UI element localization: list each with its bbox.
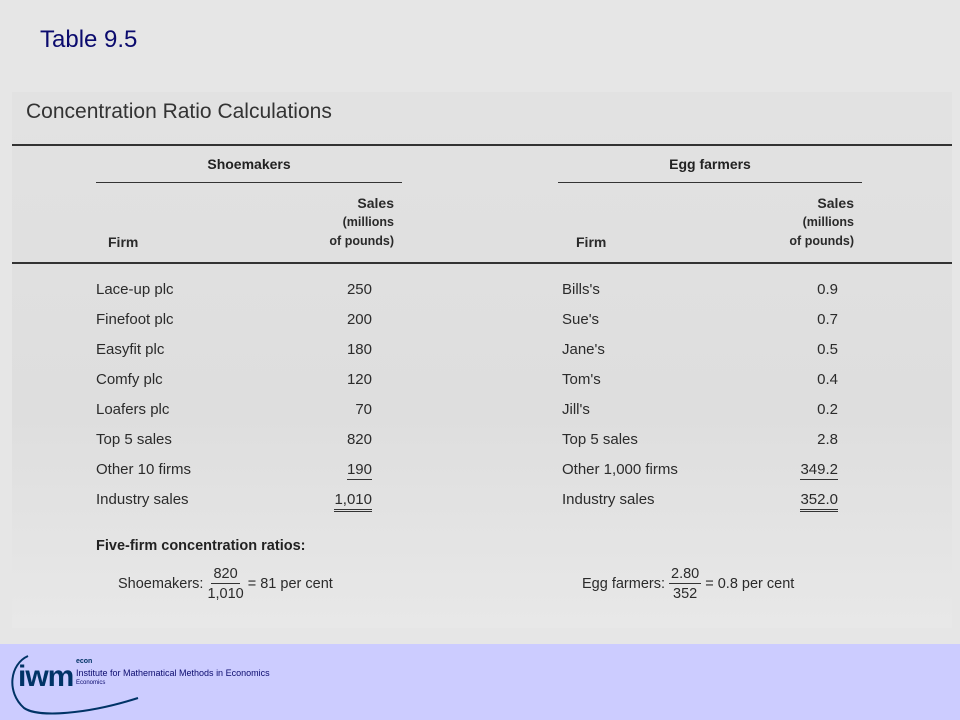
firm-header-shoemakers: Firm <box>108 234 139 250</box>
table-row: Top 5 sales 820 <box>96 431 372 448</box>
table-scan <box>12 92 952 628</box>
institute-name: Institute for Mathematical Methods in Economics <box>76 668 270 678</box>
shoemakers-formula <box>118 566 333 602</box>
group-rule-shoemakers <box>96 182 402 183</box>
firm-header-egg-farmers: Firm <box>576 234 607 250</box>
table-row: Industry sales 352.0 <box>562 486 838 516</box>
top-rule <box>12 144 952 146</box>
egg-farmers-formula <box>582 566 794 602</box>
logo-wordmark: iwm <box>18 660 74 693</box>
table-row: Industry sales 1,010 <box>96 486 372 516</box>
table-row: Finefoot plc 200 <box>96 311 372 328</box>
egg-farmers-fraction: $\frac{2.80}{352}$ <box>671 566 700 602</box>
ratios-heading: Five-firm concentration ratios: <box>96 538 306 554</box>
table-row: Tom's 0.4 <box>562 371 838 388</box>
table-row: Top 5 sales 2.8 <box>562 431 838 448</box>
group-rule-egg-farmers <box>558 182 862 183</box>
table-row: Sue's 0.7 <box>562 311 838 328</box>
table-row: Jane's 0.5 <box>562 341 838 358</box>
table-row: Lace-up plc 250 <box>96 281 372 298</box>
table-row: Bills's 0.9 <box>562 281 838 298</box>
slide-title: Table 9.5 <box>40 26 138 53</box>
footer <box>0 644 960 720</box>
table-row: Jill's 0.2 <box>562 401 838 418</box>
logo-econ-label: econ <box>76 658 93 665</box>
shoemakers-formula-label: Shoemakers: <box>118 576 204 592</box>
sales-header-shoemakers: Sales (millions of pounds) <box>329 195 394 248</box>
table-row: Other 1,000 firms 349.2 <box>562 461 838 478</box>
sales-header-egg-farmers: Sales (millions of pounds) <box>789 195 854 248</box>
group-heading-egg-farmers: Egg farmers <box>669 156 751 172</box>
table-title: Concentration Ratio Calculations <box>26 100 332 123</box>
egg-farmers-formula-result: = 0.8 per cent <box>705 576 795 592</box>
table-row: Comfy plc 120 <box>96 371 372 388</box>
header-rule <box>12 262 952 264</box>
group-heading-shoemakers: Shoemakers <box>207 156 291 172</box>
table-row: Easyfit plc 180 <box>96 341 372 358</box>
shoemakers-formula-result: = 81 per cent <box>247 576 333 592</box>
table-row: Loafers plc 70 <box>96 401 372 418</box>
table-row: Other 10 firms 190 <box>96 461 372 478</box>
institute-subtitle: Economics <box>76 680 106 686</box>
egg-farmers-formula-label: Egg farmers: <box>582 576 665 592</box>
shoemakers-fraction: $\frac{820}{1,010}$ <box>207 566 244 602</box>
